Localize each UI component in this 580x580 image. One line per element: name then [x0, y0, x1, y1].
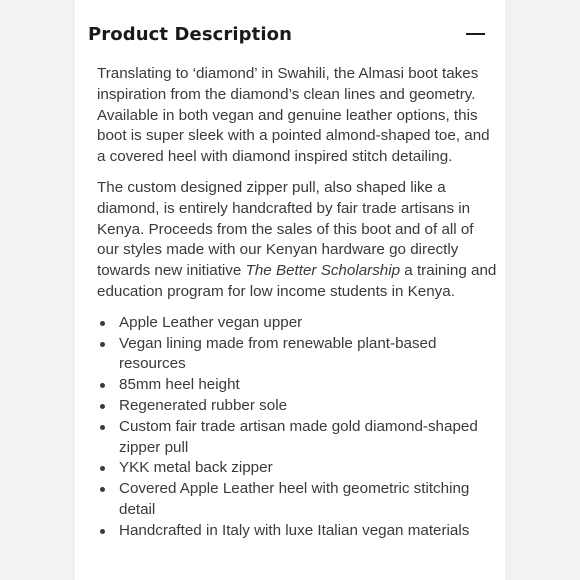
feature-text: Handcrafted in Italy with luxe Italian vegan materials [119, 521, 470, 539]
list-item [97, 521, 497, 542]
list-item [97, 479, 497, 521]
scholarship-name: The Better Scholarship [245, 262, 401, 280]
list-item [97, 396, 497, 417]
feature-text: Apple Leather vegan upper [119, 313, 303, 331]
list-item [97, 313, 497, 334]
feature-text: YKK metal back zipper [119, 459, 273, 477]
product-description-panel [75, 0, 505, 580]
bullet-icon [100, 487, 105, 492]
feature-list [97, 313, 497, 542]
list-item [97, 458, 497, 479]
bullet-icon [100, 425, 105, 430]
description-paragraph-1: Translating to ‘diamond’ in Swahili, the Almasi boot takes inspiration from the diamond’s clean lines and geometry. Available in both vegan and genuine leather options, this boot is super sleek with a pointed almond-shaped toe, and a covered heel with diamond inspired stitch detailing. [97, 65, 490, 166]
list-item [97, 375, 497, 396]
bullet-icon [100, 383, 105, 388]
feature-text: Covered Apple Leather heel with geometric stitching detail [119, 480, 470, 518]
feature-text: Custom fair trade artisan made gold diamond-shaped zipper pull [119, 417, 478, 456]
bullet-icon [100, 342, 105, 347]
list-item [97, 334, 497, 376]
bullet-icon [100, 321, 105, 326]
paragraph-2-text: The custom designed zipper pull, also shaped like a diamond, is entirely handcrafted by fair trade artisans in Kenya. Proceeds from the sales of this boot and of all of our styles made with our Kenyan hardware go directly towards new initiative [97, 178, 474, 280]
bullet-icon [100, 529, 105, 534]
paragraph-2-text-end: a training and education program for low income students in Kenya. [97, 262, 497, 300]
bullet-icon [100, 466, 105, 471]
feature-text: Vegan lining made from renewable plant-based resources [119, 334, 437, 373]
section-header[interactable] [88, 20, 487, 48]
description-paragraph-2 [97, 178, 497, 303]
minus-icon[interactable] [463, 24, 487, 44]
section-title: Product Description [88, 23, 292, 45]
description-content [97, 64, 497, 542]
list-item [97, 417, 497, 459]
feature-text: 85mm heel height [119, 376, 240, 394]
feature-text: Regenerated rubber sole [119, 396, 288, 414]
bullet-icon [100, 404, 105, 409]
